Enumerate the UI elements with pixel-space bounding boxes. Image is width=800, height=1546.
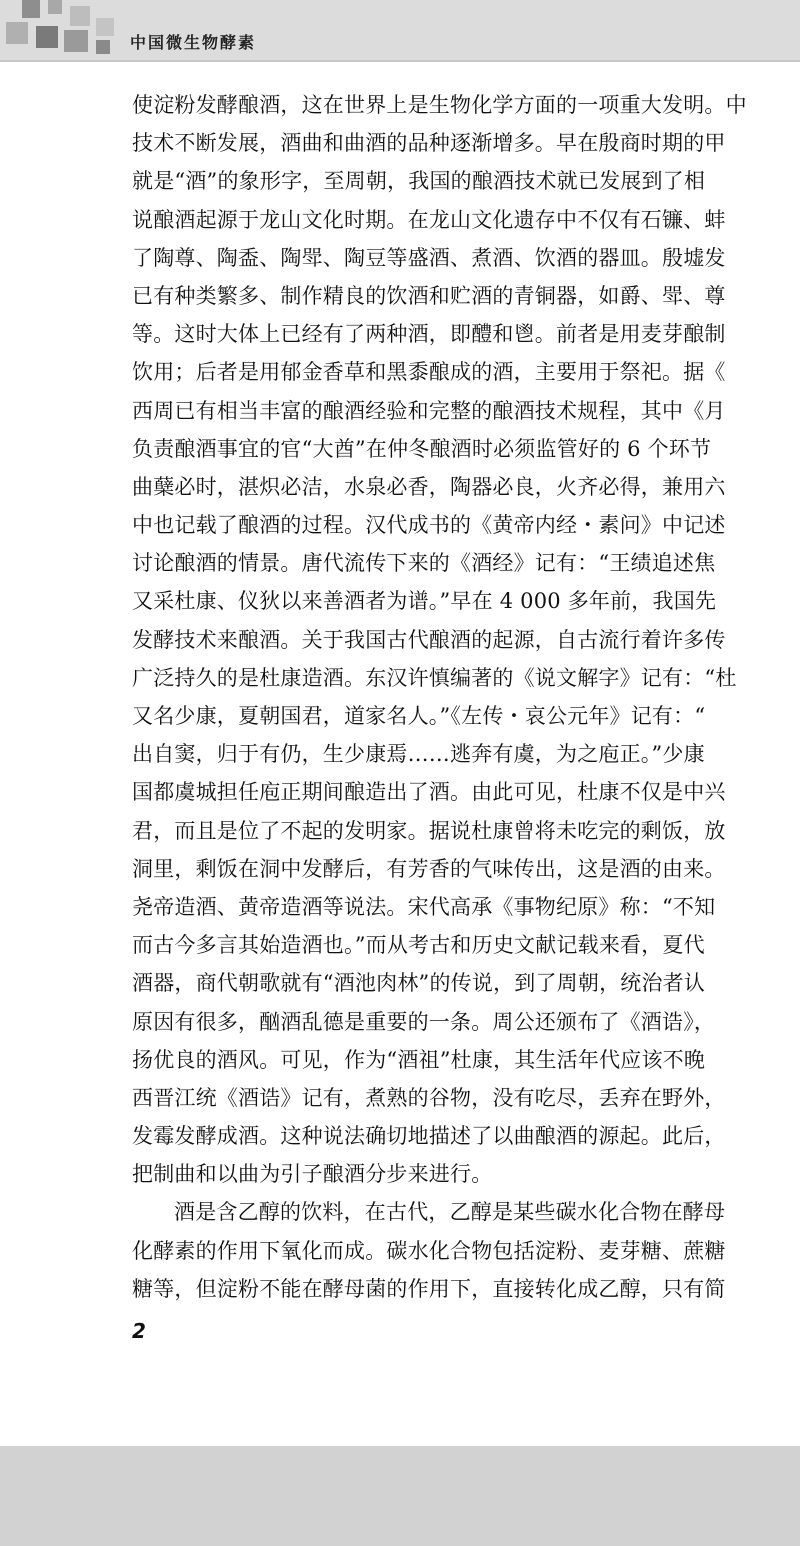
text-line: 原因有很多，酗酒乱德是重要的一条。周公还颁布了《酒诰》，	[132, 1009, 716, 1034]
header-square	[6, 22, 28, 44]
header-square	[96, 18, 114, 36]
text-line: 已有种类繁多、制作精良的饮酒和贮酒的青铜器，如爵、斝、尊	[132, 283, 726, 308]
text-line: 而古今多言其始造酒也。”而从考古和历史文献记载来看，夏代	[132, 933, 705, 958]
text-line: 发霉发酵成酒。这种说法确切地描述了以曲酿酒的源起。此后，	[132, 1124, 726, 1149]
text-line: 西周已有相当丰富的酿酒经验和完整的酿酒技术规程，其中《月	[132, 398, 726, 423]
page-bottom-margin	[0, 1446, 800, 1546]
text-line: 西晋江统《酒诰》记有，煮熟的谷物，没有吃尽，丢弃在野外，	[132, 1085, 726, 1110]
text-line: 等。这时大体上已经有了两种酒，即醴和鬯。前者是用麦芽酿制	[132, 322, 726, 347]
text-line: 中也记载了酿酒的过程。汉代成书的《黄帝内经・素问》中记述	[132, 513, 726, 538]
header-square	[48, 0, 62, 14]
text-line: 国都虞城担任庖正期间酿造出了酒。由此可见，杜康不仅是中兴	[132, 780, 726, 805]
text-line: 化酵素的作用下氧化而成。碳水化合物包括淀粉、麦芽糖、蔗糖	[132, 1238, 726, 1263]
text-line: 糖等，但淀粉不能在酵母菌的作用下，直接转化成乙醇，只有简	[132, 1276, 726, 1301]
text-line: 发酵技术来酿酒。关于我国古代酿酒的起源，自古流行着许多传	[132, 627, 726, 652]
text-line: 又名少康，夏朝国君，道家名人。”《左传・哀公元年》记有：“	[132, 704, 706, 728]
header-square	[36, 26, 58, 48]
header-divider	[0, 60, 800, 62]
text-line: 曲蘖必时，湛炽必洁，水泉必香，陶器必良，火齐必得，兼用六	[132, 474, 726, 499]
page-number: 2	[132, 1319, 146, 1343]
text-line: 就是“酒”的象形字，至周朝，我国的酿酒技术就已发展到了相	[132, 169, 706, 194]
header-square	[70, 6, 90, 26]
text-line: 使淀粉发酵酿酒，这在世界上是生物化学方面的一项重大发明。中	[132, 93, 747, 117]
header-bar	[0, 0, 800, 60]
text-line: 技术不断发展，酒曲和曲酒的品种逐渐增多。早在殷商时期的甲	[132, 131, 726, 156]
text-line: 出自窦，归于有仍，生少康焉……逃奔有虞，为之庖正。”少康	[132, 742, 705, 767]
text-line: 负责酿酒事宜的官“大酋”在仲冬酿酒时必须监管好的 6 个环节	[132, 436, 712, 461]
text-line-paragraph-start: 酒是含乙醇的饮料，在古代，乙醇是某些碳水化合物在酵母	[174, 1200, 726, 1225]
header-square	[96, 40, 110, 54]
text-line: 又采杜康、仪狄以来善酒者为谱。”早在 4 000 多年前，我国先	[132, 589, 717, 614]
text-line: 广泛持久的是杜康造酒。东汉许慎编著的《说文解字》记有：“杜	[132, 665, 737, 690]
header-square	[64, 30, 88, 52]
text-line: 饮用；后者是用郁金香草和黑黍酿成的酒，主要用于祭祀。据《	[132, 360, 726, 385]
text-line: 讨论酿酒的情景。唐代流传下来的《酒经》记有：“王绩追述焦	[132, 551, 716, 576]
text-line: 把制曲和以曲为引子酿酒分步来进行。	[132, 1162, 493, 1187]
text-line: 洞里，剩饭在洞中发酵后，有芳香的气味传出，这是酒的由来。	[132, 856, 726, 881]
running-header-title: 中国微生物酵素	[130, 33, 257, 52]
text-line: 君，而且是位了不起的发明家。据说杜康曾将未吃完的剩饭，放	[132, 818, 726, 843]
text-line: 扬优良的酒风。可见，作为“酒祖”杜康，其生活年代应该不晚	[132, 1047, 706, 1072]
page-body	[132, 86, 800, 1306]
text-line: 了陶尊、陶盉、陶斝、陶豆等盛酒、煮酒、饮酒的器皿。殷墟发	[132, 245, 726, 270]
text-line: 说酿酒起源于龙山文化时期。在龙山文化遗存中不仅有石镰、蚌	[132, 207, 726, 232]
text-line: 尧帝造酒、黄帝造酒等说法。宋代高承《事物纪原》称：“不知	[132, 894, 716, 919]
text-line: 酒器，商代朝歌就有“酒池肉林”的传说，到了周朝，统治者认	[132, 971, 706, 996]
header-square	[22, 0, 40, 18]
